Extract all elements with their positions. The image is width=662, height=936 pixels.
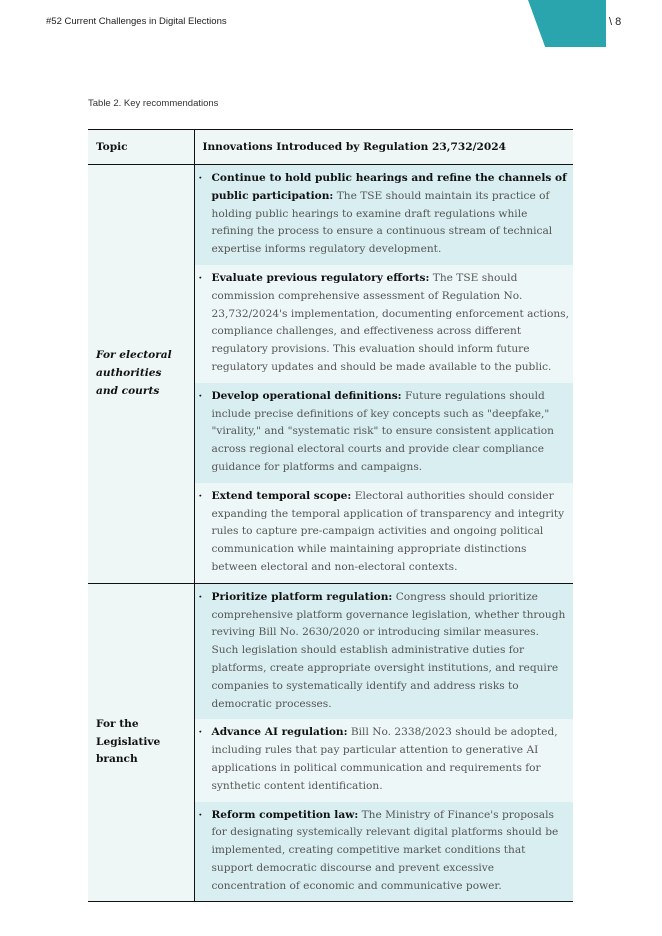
recommendation-text: Bill No. 2338/2023 should be adopted, including rules that pay particular attention to generative AI applications in political communication and requirements for synthetic content identification. (211, 726, 558, 792)
recommendation-item (195, 483, 574, 583)
recommendation-item (195, 802, 574, 902)
column-header-topic: Topic (88, 130, 194, 165)
accent-tab-shape (528, 0, 606, 47)
recommendation-title: Develop operational definitions: (211, 389, 402, 402)
recommendation-text: The TSE should commission comprehensive assessment of Regulation No. 23,732/2024's implementation, documenting enforcement actions, compliance challenges, and effectiveness across different regulatory provisions. This evaluation should inform future regulatory updates and should be made available to the public. (211, 271, 569, 373)
bullet-marker: · (198, 489, 203, 502)
recommendations-cell (194, 583, 573, 902)
recommendation-item (195, 719, 574, 801)
recommendation-item (195, 165, 574, 265)
recommendation-item (195, 383, 574, 483)
recommendations-table (88, 129, 573, 902)
recommendation-item (195, 584, 574, 720)
bullet-marker: · (198, 590, 203, 603)
recommendation-text: Future regulations should include precise definitions of key concepts such as "deepfake," "virality," and "systematic risk" to ensure consistent application across regional electoral courts and provide clear compliance guidance for platforms and campaigns. (211, 389, 554, 473)
table-row (88, 165, 573, 584)
bullet-marker: · (198, 726, 203, 739)
recommendation-text: Electoral authorities should consider expanding the temporal application of transparency and integrity rules to capture pre-campaign activities and ongoing political communication while maintaining appropriate distinctions between electoral and non-electoral contexts. (211, 489, 565, 573)
page-number: \ 8 (609, 16, 622, 28)
recommendation-title: Prioritize platform regulation: (211, 590, 393, 603)
table-caption: Table 2. Key recommendations (88, 98, 219, 109)
recommendation-text: Congress should prioritize comprehensive platform governance legislation, whether through reviving Bill No. 2630/2020 or introducing similar measures. Such legislation should establish administrative duties for platforms, create appropriate oversight institutions, and require companies to systematically identify and address risks to democratic processes. (211, 590, 566, 710)
recommendations-cell (194, 165, 573, 584)
bullet-marker: · (198, 172, 203, 184)
running-header: #52 Current Challenges in Digital Elections (46, 16, 227, 27)
topic-electoral-authorities: For electoral authorities and courts (88, 165, 194, 584)
bullet-marker: · (198, 808, 203, 821)
bullet-marker: · (198, 271, 203, 284)
recommendation-item (195, 265, 574, 383)
recommendation-text: The Ministry of Finance's proposals for designating systemically relevant digital platforms should be implemented, creating competitive market conditions that support democratic discourse and prevent excessive concentration of economic and communicative power. (211, 808, 559, 892)
recommendation-text: The TSE should maintain its practice of holding public hearings to examine draft regulations while refining the process to ensure a continuous stream of technical expertise informs regulatory development. (211, 189, 553, 256)
recommendation-title: Evaluate previous regulatory efforts: (211, 271, 430, 284)
recommendation-title: Continue to hold public hearings and refine the channels of public participation: (211, 172, 567, 202)
bullet-marker: · (198, 389, 203, 402)
topic-legislative-branch: For the Legislative branch (88, 583, 194, 902)
table-header-row (88, 130, 573, 165)
table-row (88, 583, 573, 902)
recommendation-title: Extend temporal scope: (211, 489, 352, 502)
column-header-innovations: Innovations Introduced by Regulation 23,732/2024 (194, 130, 573, 165)
recommendation-title: Reform competition law: (211, 808, 359, 821)
recommendation-title: Advance AI regulation: (211, 726, 348, 739)
